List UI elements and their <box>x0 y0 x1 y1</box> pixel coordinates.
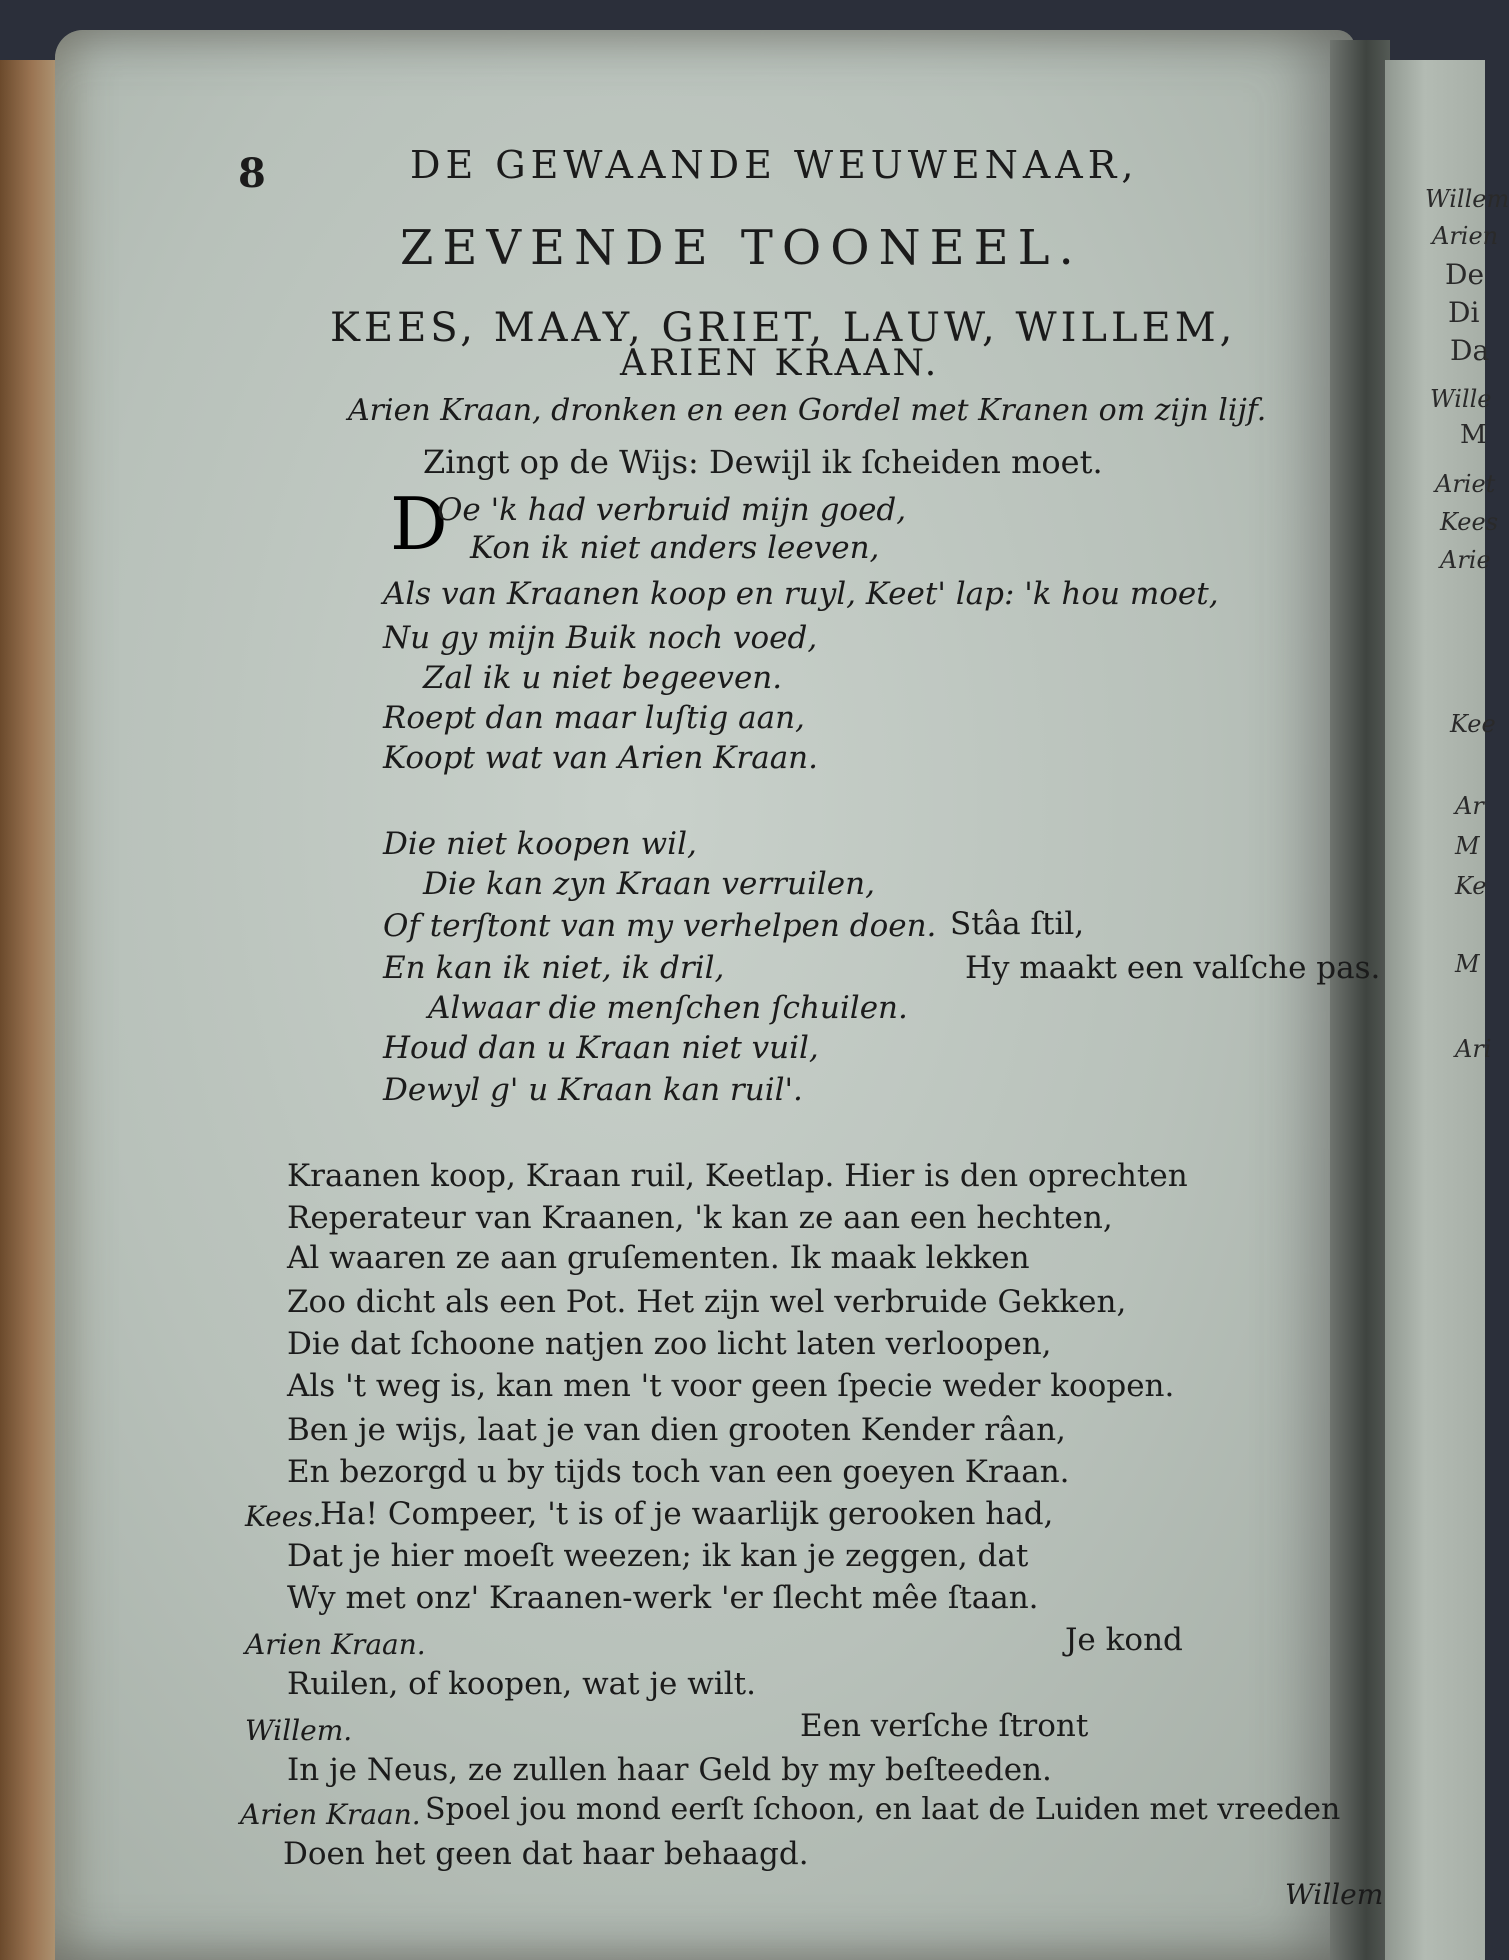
verse-line: Als 't weg is, kan men 't voor geen ſpecie weder koopen. <box>287 1368 1175 1404</box>
facing-page-fragment: Da <box>1450 334 1490 367</box>
speaker-name: Kees. <box>245 1500 322 1533</box>
song-line: Dewyl g' u Kraan kan ruil'. <box>383 1072 803 1108</box>
facing-page-fragment: Ke <box>1455 872 1487 900</box>
song-line: Oe 'k had verbruid mijn goed, <box>437 492 907 528</box>
dialogue-line: Spoel jou mond eerſt ſchoon, en laat de Luiden met vreeden <box>425 1792 1341 1827</box>
dialogue-line: Wy met onz' Kraanen-werk 'er ſlecht mêe ſtaan. <box>287 1580 1039 1616</box>
verse-line: Kraanen koop, Kraan ruil, Keetlap. Hier is den oprechten <box>287 1158 1188 1194</box>
dialogue-line: Doen het geen dat haar behaagd. <box>283 1836 809 1872</box>
cast-list-line-1: KEES, MAAY, GRIET, LAUW, WILLEM, <box>330 305 1237 351</box>
speaker-name: Arien Kraan. <box>240 1798 421 1831</box>
song-line: Koopt wat van Arien Kraan. <box>383 740 818 776</box>
facing-page-fragment: Di <box>1448 296 1480 329</box>
facing-page-fragment: M <box>1455 950 1480 978</box>
stage-direction: Arien Kraan, dronken en een Gordel met Kranen om zijn lijf. <box>348 393 1267 428</box>
dialogue-line: Dat je hier moeſt weezen; ik kan je zeggen, dat <box>287 1538 1029 1574</box>
dialogue-line: Ruilen, of koopen, wat je wilt. <box>287 1666 756 1702</box>
facing-page-fragment: Kee <box>1450 710 1496 738</box>
song-line: En kan ik niet, ik dril, <box>383 950 725 986</box>
song-line: Houd dan u Kraan niet vuil, <box>383 1030 819 1066</box>
facing-page-fragment: Arien <box>1432 222 1499 250</box>
running-head: DE GEWAANDE WEUWENAAR, <box>410 143 1139 187</box>
facing-page-fragment: Kees <box>1440 508 1499 536</box>
song-line: Die kan zyn Kraan verruilen, <box>423 866 875 902</box>
verse-line: Zoo dicht als een Pot. Het zijn wel verbruide Gekken, <box>287 1284 1127 1320</box>
verse-line: Reperateur van Kraanen, 'k kan ze aan een hechten, <box>287 1200 1113 1236</box>
verse-line: Die dat ſchoone natjen zoo licht laten verloopen, <box>287 1326 1052 1362</box>
page-number: 8 <box>238 150 266 197</box>
facing-page-fragment: M <box>1460 420 1487 450</box>
dialogue-line: Een verſche ſtront <box>800 1708 1089 1744</box>
cast-list-line-2: ARIEN KRAAN. <box>620 343 940 384</box>
speaker-name: Willem. <box>245 1714 353 1747</box>
drop-cap: D <box>390 482 448 566</box>
facing-page-fragment: Willem <box>1425 185 1509 213</box>
dialogue-line: Je kond <box>1065 1622 1183 1658</box>
song-line: Nu gy mijn Buik noch voed, <box>383 620 818 656</box>
facing-page-fragment: Ari <box>1455 1035 1492 1063</box>
song-heading: Zingt op de Wijs: Dewijl ik ſcheiden moet. <box>423 443 1103 481</box>
dialogue-line: Ha! Compeer, 't is of je waarlijk gerooken had, <box>320 1496 1054 1532</box>
scene-title: ZEVENDE TOONEEL. <box>400 220 1083 276</box>
speaker-name: Arien Kraan. <box>245 1628 426 1661</box>
stage-note: Stâa ſtil, <box>950 906 1085 942</box>
song-line: Of terſtont van my verhelpen doen. <box>383 908 937 944</box>
song-line: Zal ik u niet begeeven. <box>423 660 783 696</box>
verse-line: En bezorgd u by tijds toch van een goeyen Kraan. <box>287 1454 1070 1490</box>
facing-page-fragment: M <box>1455 832 1480 860</box>
verse-line: Al waaren ze aan gruſementen. Ik maak lekken <box>287 1240 1030 1276</box>
song-line: Die niet koopen wil, <box>383 826 697 862</box>
song-line: Roept dan maar luſtig aan, <box>383 700 805 736</box>
stage-note: Hy maakt een valſche pas. <box>965 950 1381 986</box>
book-gutter <box>1330 40 1390 1960</box>
song-line: Alwaar die menſchen ſchuilen. <box>428 990 908 1026</box>
catchword: Willem <box>1285 1878 1384 1911</box>
facing-page-fragment: Ar <box>1455 792 1484 820</box>
song-line: Als van Kraanen koop en ruyl, Keet' lap: 'k hou moet, <box>383 576 1219 612</box>
facing-page-fragment: Arie <box>1440 546 1491 574</box>
verse-line: Ben je wijs, laat je van dien grooten Kender râan, <box>287 1412 1066 1448</box>
facing-page-fragment: De <box>1445 258 1485 291</box>
song-line: Kon ik niet anders leeven, <box>470 530 880 566</box>
facing-page-fragment: Ariet <box>1435 470 1496 498</box>
dialogue-line: In je Neus, ze zullen haar Geld by my beſteeden. <box>287 1752 1052 1788</box>
facing-page-fragment: Wille <box>1430 385 1492 413</box>
